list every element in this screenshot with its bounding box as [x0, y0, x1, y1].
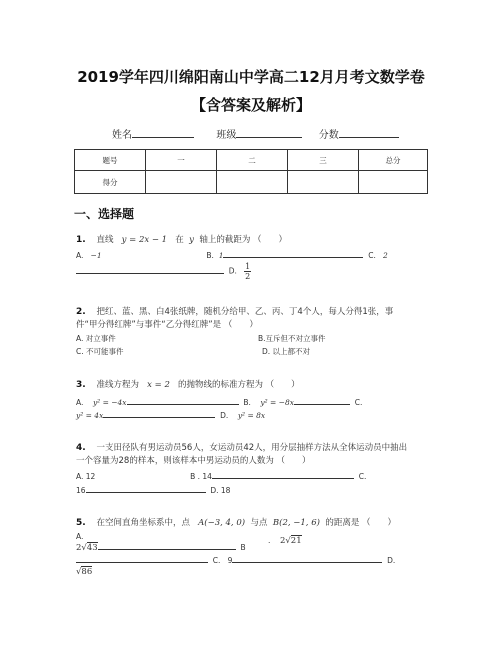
question-1-options-row1 [76, 248, 388, 260]
option-c-value: 16 [76, 486, 86, 495]
class-blank [236, 128, 302, 138]
header-cell: 一 [146, 150, 217, 171]
fraction-one-half [244, 262, 251, 281]
option-b-label: B [240, 543, 246, 552]
class-label: 班级 [216, 130, 237, 141]
score-cell[interactable] [288, 171, 359, 194]
question-2-stem-line1 [76, 305, 393, 317]
option-c-value: y² = 4x [76, 411, 104, 420]
fraction-numerator: 1 [245, 262, 251, 271]
option-b-value: 2√21 [279, 536, 302, 546]
option-b-sep: . [268, 536, 271, 545]
score-label: 分数 [318, 130, 339, 141]
option-c-label: C. [358, 472, 367, 481]
question-1-stem [76, 233, 287, 245]
info-line [112, 126, 399, 141]
question-4-stem-line1 [76, 441, 407, 453]
question-number: 5. [76, 518, 86, 528]
option-c-value: 9 [227, 556, 233, 565]
row-label-cell: 得分 [75, 171, 146, 194]
question-number: 1. [76, 235, 86, 245]
name-label: 姓名 [112, 130, 132, 141]
question-number: 2. [76, 307, 86, 317]
score-table-header-row [75, 150, 428, 171]
question-number: 4. [76, 443, 86, 453]
stem-text: 的抛物线的标准方程为 （ ） [177, 380, 300, 390]
radicand: 43 [86, 543, 98, 553]
answer-blank [232, 553, 382, 563]
score-table [74, 149, 428, 194]
point-a: A(−3, 4, 0) [198, 518, 246, 528]
stem-text: 的距离是 （ ） [325, 518, 397, 528]
document-subtitle: 【含答案及解析】 [190, 96, 311, 114]
answer-blank [223, 248, 363, 258]
answer-blank [98, 540, 236, 550]
score-blank [339, 128, 399, 138]
point-b: B(2, −1, 6) [272, 518, 320, 528]
option-b-value: 1 [218, 251, 224, 260]
question-number: 3. [76, 380, 86, 390]
question-2-stem-line2: 件“甲分得红牌”与事件“乙分得红牌”是 （ ） [76, 320, 258, 330]
question-4-stem-line2: 一个容量为28的样本，则该样本中男运动员的人数为 （ ） [76, 456, 311, 466]
option-a-value: −1 [90, 251, 102, 260]
answer-blank [103, 408, 215, 418]
question-5-options-row1b [76, 540, 246, 553]
option-a-label: A. [76, 251, 84, 260]
answer-blank [86, 483, 206, 493]
math-expression: x = 2 [147, 380, 170, 390]
option-a: A. 对立事件 [76, 334, 116, 343]
stem-text: 轴上的截距为 （ ） [199, 235, 288, 245]
option-d-label: D. [387, 556, 396, 565]
option-b: B . 14 [190, 472, 212, 481]
option-a-label: A. [76, 532, 84, 541]
option-d-value: √86 [76, 567, 93, 577]
stem-text: 与点 [250, 518, 268, 528]
option-d-label: D. [228, 266, 237, 276]
answer-blank [76, 553, 208, 563]
stem-text: 在 [175, 235, 184, 245]
radicand: 86 [81, 567, 93, 577]
option-a-label: A. [76, 398, 84, 407]
stem-text: 把红、蓝、黑、白4张纸牌，随机分给甲、乙、丙、丁4个人，每人分得1张，事 [96, 307, 394, 317]
answer-blank [294, 395, 350, 405]
option-c-label: C. [368, 251, 376, 260]
header-cell: 总分 [359, 150, 428, 171]
option-b-label: B. [243, 398, 251, 407]
question-3-stem [76, 378, 300, 390]
option-a-value: 2√43 [76, 543, 98, 553]
option-b: B.互斥但不对立事件 [258, 334, 326, 343]
coefficient: 2 [76, 543, 82, 553]
radicand: 21 [290, 536, 302, 546]
header-cell: 题号 [75, 150, 146, 171]
math-variable: y [189, 235, 194, 245]
option-c-value: 2 [383, 251, 388, 260]
option-c: C. 不可能事件 [76, 347, 124, 356]
question-3-options-row2 [76, 408, 265, 420]
answer-blank [127, 395, 239, 405]
question-3-options-row1 [76, 395, 362, 407]
option-a: A. 12 [76, 472, 96, 481]
score-cell[interactable] [359, 171, 428, 194]
question-1-options-row2 [76, 262, 251, 281]
option-d-label: D. [220, 411, 229, 420]
option-a-value: y² = −4x [92, 398, 127, 407]
score-cell[interactable] [217, 171, 288, 194]
math-expression: y = 2x − 1 [121, 235, 168, 245]
score-table-row [75, 171, 428, 194]
name-blank [132, 128, 194, 138]
question-4-options-row2 [76, 483, 230, 495]
answer-blank [212, 469, 354, 479]
document-title: 2019学年四川绵阳南山中学高二12月月考文数学卷 [77, 68, 425, 86]
question-5-option-d [76, 567, 92, 577]
question-5-options-row2 [76, 553, 395, 565]
fraction-denominator: 2 [245, 272, 251, 281]
answer-blank [76, 264, 224, 274]
option-c-label: C. [354, 398, 363, 407]
option-d: D. 18 [210, 486, 231, 495]
header-cell: 三 [288, 150, 359, 171]
option-d: D. 以上都不对 [262, 347, 311, 356]
stem-text: 直线 [96, 235, 114, 245]
coefficient: 2 [279, 536, 286, 546]
option-b-label: B. [206, 251, 214, 260]
score-cell[interactable] [146, 171, 217, 194]
question-4-options-row1 [76, 469, 366, 481]
option-c-label: C. [212, 556, 221, 565]
stem-text: 准线方程为 [96, 380, 140, 390]
header-cell: 二 [217, 150, 288, 171]
option-d-value: y² = 8x [237, 411, 266, 420]
stem-text: 在空间直角坐标系中，点 [96, 518, 191, 528]
option-b-value: y² = −8x [260, 398, 294, 407]
question-5-stem [76, 516, 396, 528]
section-title: 一、选择题 [74, 207, 135, 221]
question-5-option-b [268, 536, 302, 546]
stem-text: 一支田径队有男运动员56人，女运动员42人，用分层抽样方法从全体运动员中抽出 [96, 443, 408, 453]
